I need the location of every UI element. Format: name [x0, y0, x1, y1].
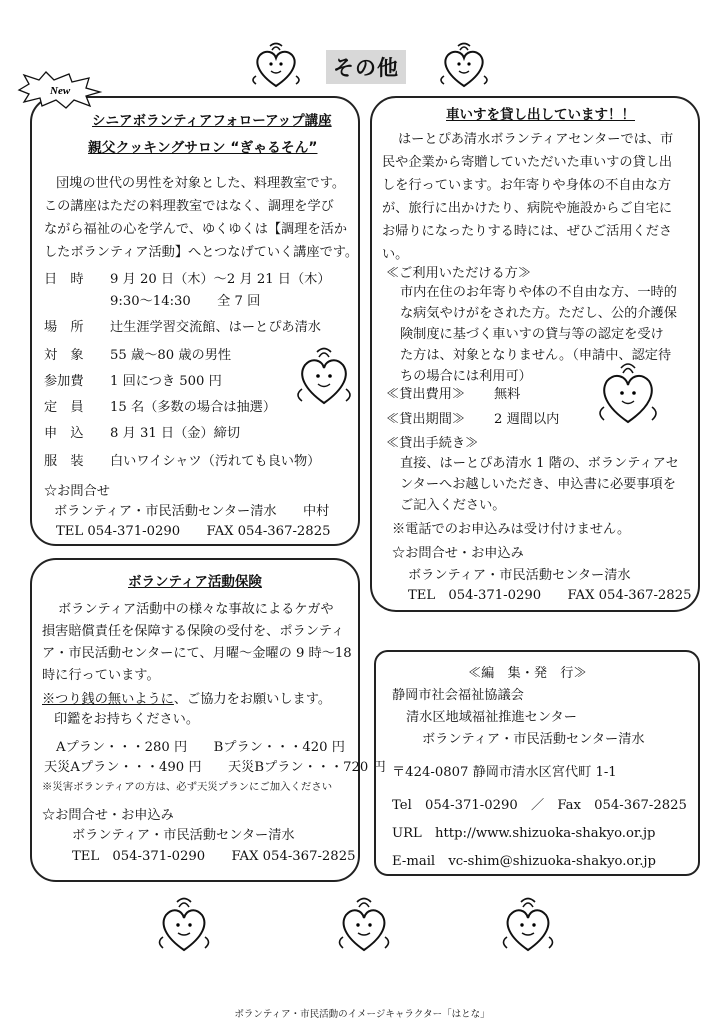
- insurance-para-4: 時に行っています。: [42, 668, 160, 683]
- eligible-line-2: な病気やけがをされた方。ただし、公的介護保: [400, 306, 677, 321]
- detail-label: 申 込: [44, 426, 84, 441]
- mascot-heart-icon: [500, 896, 556, 954]
- senior-title: シニアボランティアフォローアップ講座: [92, 113, 332, 129]
- mascot-heart-icon: [438, 42, 490, 90]
- detail-label: 服 装: [44, 454, 84, 469]
- period-row: [386, 408, 559, 431]
- detail-row: [44, 290, 260, 309]
- eligible-line-1: 市内在住のお年寄りや体の不自由な方、一時的: [400, 285, 677, 300]
- detail-label: 参加費: [44, 374, 84, 389]
- fee-value: 無料: [494, 387, 521, 402]
- detail-label: 日 時: [44, 272, 84, 287]
- publisher-url: URL http://www.shizuoka-shakyo.or.jp: [392, 826, 656, 841]
- proc-head: ≪貸出手続き≫: [386, 436, 479, 451]
- senior-contact-tel: TEL 054-371-0290 FAX 054-367-2825: [56, 524, 331, 539]
- eligible-head: ≪ご利用いただける方≫: [386, 266, 532, 281]
- detail-row: [44, 370, 222, 389]
- detail-value: 9 月 20 日（木）～2 月 21 日（木）: [110, 272, 331, 287]
- insurance-note-rest: 、ご協力をお願いします。: [173, 692, 332, 707]
- detail-value: 辻生涯学習交流館、はーとぴあ清水: [110, 320, 321, 335]
- detail-row: [44, 344, 231, 363]
- eligible-line-3: 険制度に基づく車いすの貸与等の認定を受け: [400, 327, 664, 342]
- detail-value: 8 月 31 日（金）締切: [110, 426, 241, 441]
- publisher-line-2: 清水区地域福祉推進センター: [406, 710, 577, 725]
- mascot-heart-icon: [250, 42, 302, 90]
- wheelchair-para-4: が、旅行に出かけたり、病院や施設からご自宅に: [382, 201, 673, 216]
- detail-row: [44, 268, 331, 287]
- insurance-para-2: 損害賠償責任を保障する保険の受付を、ポランティ: [42, 624, 345, 639]
- senior-subtitle: 親父クッキングサロン “ぎゃるそん”: [88, 140, 318, 156]
- publisher-title: ≪編 集・発 行≫: [468, 666, 587, 681]
- wheelchair-contact-org: ボランティア・市民活動センター清水: [408, 568, 631, 583]
- detail-label: 対 象: [44, 348, 84, 363]
- insurance-contact-head: ☆お問合せ・お申込み: [42, 808, 174, 823]
- detail-value: 9:30～14:30 全 7 回: [110, 294, 261, 309]
- senior-para-2: この講座はただの料理教室ではなく、調理を学び: [44, 199, 334, 214]
- wheelchair-title: 車いすを貸し出しています！！: [446, 107, 635, 123]
- wheelchair-para-6: い。: [382, 247, 409, 262]
- eligible-line-5: ちの場合には利用可）: [400, 369, 532, 384]
- insurance-title: ボランティア活動保険: [128, 574, 262, 590]
- wheelchair-para-5: お帰りになったりする時には、ぜひご活用くださ: [382, 224, 673, 239]
- wheelchair-para-2: 民や企業から寄贈していただいた車いすの貸し出: [382, 155, 673, 170]
- detail-label: 場 所: [44, 320, 84, 335]
- insurance-plan-note: ※災害ボランティアの方は、必ず天災プランにご加入ください: [42, 781, 333, 793]
- insurance-contact-org: ボランティア・市民活動センター清水: [72, 828, 295, 843]
- publisher-email: E-mail vc-shim@shizuoka-shakyo.or.jp: [392, 854, 656, 869]
- senior-contact-org: ボランティア・市民活動センター清水 中村: [54, 504, 330, 519]
- publisher-address: 〒424-0807 静岡市清水区宮代町 1-1: [392, 765, 617, 780]
- mascot-heart-icon: [596, 360, 660, 426]
- wheelchair-contact-head: ☆お問合せ・お申込み: [392, 546, 524, 561]
- detail-value: 55 歳～80 歳の男性: [110, 348, 232, 363]
- detail-row: [44, 450, 320, 469]
- senior-contact-head: ☆お問合せ: [44, 484, 110, 499]
- detail-row: [44, 422, 240, 441]
- eligible-line-4: た方は、対象となりません。（申請中、認定待: [400, 348, 672, 363]
- period-label: ≪貸出期間≫: [386, 412, 466, 427]
- senior-para-4: したボランティア活動】へとつなげていく講座です。: [44, 245, 359, 260]
- insurance-plan-1: Aプラン・・・280 円 Bプラン・・・420 円: [56, 740, 345, 755]
- mascot-heart-icon: [294, 345, 354, 407]
- insurance-plan-2: 天災Aプラン・・・490 円 天災Bプラン・・・720 円: [44, 760, 386, 775]
- new-badge-text: New: [50, 85, 71, 97]
- proc-line-3: ご記入ください。: [400, 498, 506, 513]
- section-title: その他: [333, 56, 399, 80]
- proc-line-1: 直接、はーとぴあ清水 1 階の、ボランティアセ: [400, 456, 679, 471]
- wheelchair-contact-tel: TEL 054-371-0290 FAX 054-367-2825: [408, 588, 692, 603]
- insurance-para-3: ア・市民活動センターにて、月曜～金曜の 9 時～18: [42, 646, 352, 661]
- detail-label: 定 員: [44, 400, 84, 415]
- period-value: 2 週間以内: [494, 412, 560, 427]
- section-header: [326, 50, 406, 84]
- publisher-line-1: 静岡市社会福祉協議会: [392, 688, 524, 703]
- publisher-line-3: ボランティア・市民活動センター清水: [422, 732, 645, 747]
- insurance-seal: 印鑑をお持ちください。: [54, 712, 200, 727]
- wheelchair-para-1: はーとぴあ清水ボランティアセンターでは、市: [398, 132, 674, 147]
- mascot-heart-icon: [156, 896, 212, 954]
- detail-value: 1 回につき 500 円: [110, 374, 222, 389]
- detail-value: 15 名（多数の場合は抽選）: [110, 400, 277, 415]
- footer-caption: ボランティア・市民活動のイメージキャラクター「はとな」: [234, 1009, 490, 1020]
- detail-row: [44, 316, 321, 335]
- mascot-heart-icon: [336, 896, 392, 954]
- phone-note: ※電話でのお申込みは受け付けません。: [392, 522, 631, 537]
- insurance-contact-tel: TEL 054-371-0290 FAX 054-367-2825: [72, 849, 356, 864]
- detail-value: 白いワイシャツ（汚れても良い物）: [110, 454, 321, 469]
- detail-row: [44, 396, 276, 415]
- insurance-note-underlined: ※つり銭の無いように: [42, 692, 174, 707]
- new-burst-icon: [14, 70, 104, 110]
- fee-label: ≪貸出費用≫: [386, 387, 466, 402]
- publisher-tel: Tel 054-371-0290 ／ Fax 054-367-2825: [392, 798, 687, 813]
- proc-line-2: ンターへお越しいただき、申込書に必要事項を: [400, 477, 676, 492]
- wheelchair-para-3: しを行っています。お年寄りや身体の不自由な方: [382, 178, 672, 193]
- senior-para-1: 団塊の世代の男性を対象とした、料理教室です。: [56, 176, 346, 191]
- insurance-para-1: ボランティア活動中の様々な事故によるケガや: [58, 602, 334, 617]
- senior-para-3: ながら福祉の心を学んで、ゆくゆくは【調理を活か: [44, 222, 348, 237]
- fee-row: [386, 383, 520, 406]
